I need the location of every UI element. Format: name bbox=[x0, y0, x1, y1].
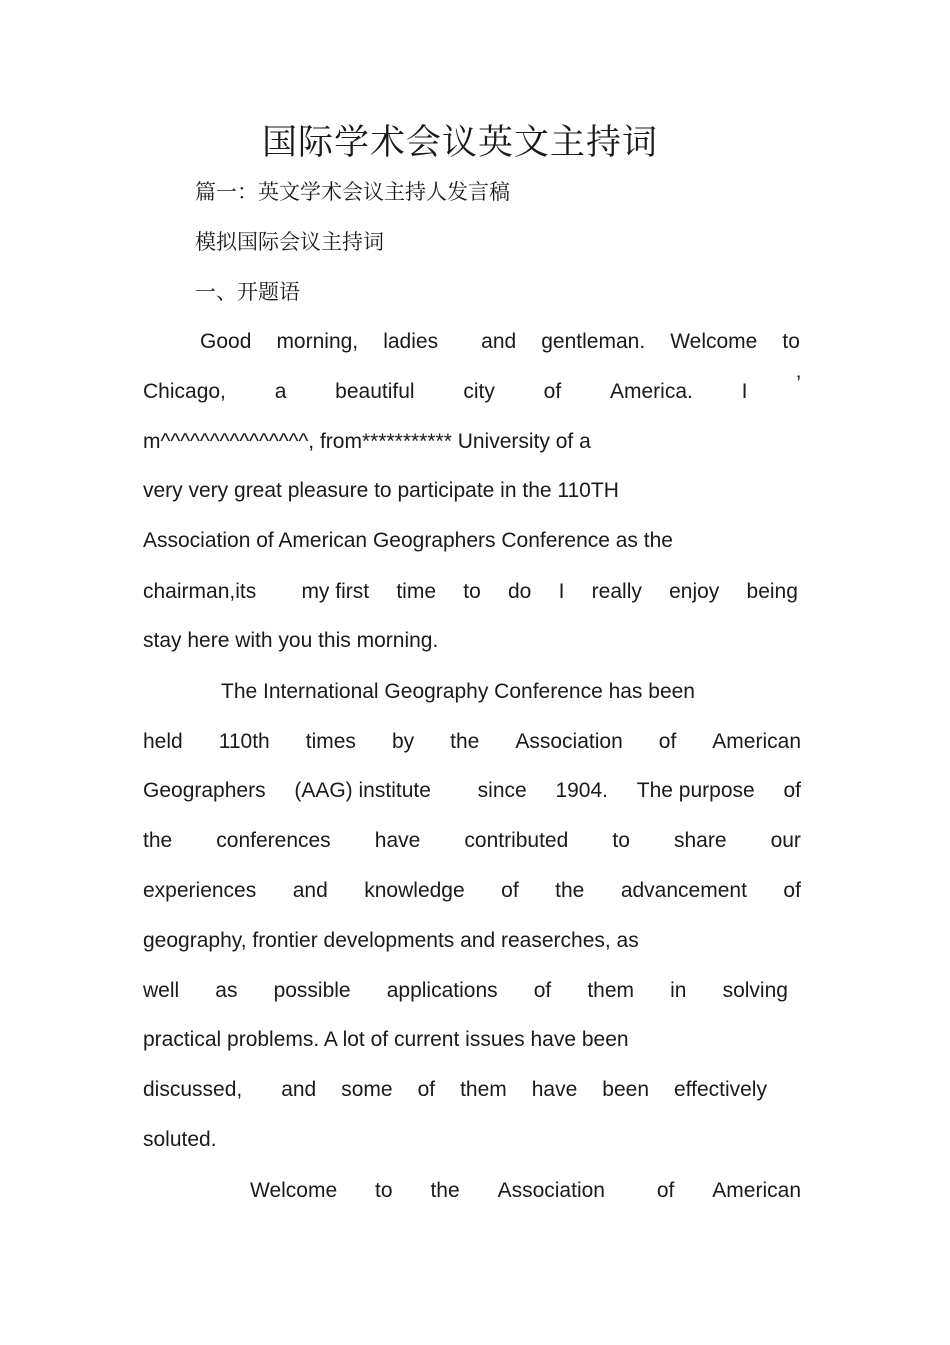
paragraph-1-line-2 bbox=[143, 372, 801, 407]
word: of bbox=[543, 380, 562, 403]
word: our bbox=[770, 829, 801, 852]
word: Association bbox=[515, 730, 623, 753]
word: enjoy bbox=[669, 580, 720, 603]
word: experiences bbox=[143, 879, 257, 902]
word: Welcome bbox=[670, 330, 758, 353]
word: American bbox=[712, 730, 801, 753]
paragraph-2-line-7 bbox=[143, 976, 788, 1006]
word: of bbox=[417, 1078, 436, 1101]
word: discussed, bbox=[143, 1078, 243, 1101]
paragraph-1-line-1 bbox=[200, 327, 800, 357]
word: Welcome bbox=[250, 1179, 338, 1202]
word: to bbox=[612, 829, 630, 852]
word: American bbox=[712, 1179, 801, 1202]
word: being bbox=[746, 580, 798, 603]
word: and bbox=[281, 1078, 317, 1101]
word: my first bbox=[301, 580, 370, 603]
word: The purpose bbox=[636, 779, 755, 802]
subtitle-speech-draft: 篇一：英文学术会议主持人发言稿 bbox=[195, 180, 510, 204]
paragraph-3-line-1 bbox=[250, 1176, 801, 1206]
word: well bbox=[143, 979, 180, 1002]
word: of bbox=[783, 779, 801, 802]
word: 110th bbox=[218, 730, 270, 753]
paragraph-2-line-3 bbox=[143, 776, 801, 806]
word: some bbox=[341, 1078, 393, 1101]
word: really bbox=[591, 580, 642, 603]
word: Association bbox=[497, 1179, 605, 1202]
word: I bbox=[558, 580, 565, 603]
word: have bbox=[374, 829, 421, 852]
paragraph-2-line-8: practical problems. A lot of current issues have been bbox=[143, 1028, 629, 1051]
paragraph-2-line-1: The International Geography Conference has been bbox=[221, 680, 695, 703]
word: of bbox=[656, 1179, 675, 1202]
word: held bbox=[143, 730, 183, 753]
word: solving bbox=[722, 979, 788, 1002]
word: Chicago, bbox=[143, 380, 226, 403]
word: by bbox=[391, 730, 415, 753]
paragraph-2-line-6: geography, frontier developments and reaserches, as bbox=[143, 929, 639, 952]
word: and bbox=[481, 330, 517, 353]
word: do bbox=[508, 580, 532, 603]
word: of bbox=[533, 979, 552, 1002]
paragraph-2-line-10: soluted. bbox=[143, 1128, 217, 1151]
word: a bbox=[274, 380, 287, 403]
paragraph-2-line-9 bbox=[143, 1075, 767, 1105]
paragraph-1-line-4: very very great pleasure to participate in the 110TH bbox=[143, 479, 619, 502]
word: gentleman. bbox=[541, 330, 646, 353]
document-title: 国际学术会议英文主持词 bbox=[261, 123, 658, 163]
word: morning, bbox=[276, 330, 359, 353]
word: the bbox=[143, 829, 173, 852]
word: Geographers bbox=[143, 779, 266, 802]
word: since bbox=[477, 779, 527, 802]
word: and bbox=[292, 879, 328, 902]
word: I bbox=[741, 380, 748, 403]
word: to bbox=[463, 580, 481, 603]
paragraph-1-line-3: m^^^^^^^^^^^^^^^, from*********** University of a bbox=[143, 430, 591, 453]
word: advancement bbox=[620, 879, 747, 902]
paragraph-2-line-5 bbox=[143, 876, 801, 906]
paragraph-1-line-7: stay here with you this morning. bbox=[143, 629, 439, 652]
word: city bbox=[463, 380, 495, 403]
section-heading-opening: 一、开题语 bbox=[195, 280, 300, 304]
word: of bbox=[658, 730, 677, 753]
word: Good bbox=[200, 330, 252, 353]
word: effectively bbox=[673, 1078, 767, 1101]
word: to bbox=[782, 330, 800, 353]
word: applications bbox=[386, 979, 498, 1002]
word: America. bbox=[609, 380, 693, 403]
word: (AAG) institute bbox=[294, 779, 431, 802]
word: 1904. bbox=[555, 779, 609, 802]
word: beautiful bbox=[335, 380, 415, 403]
word: as bbox=[215, 979, 238, 1002]
paragraph-2-line-2 bbox=[143, 727, 801, 757]
word: the bbox=[555, 879, 585, 902]
word: the bbox=[450, 730, 480, 753]
word: time bbox=[396, 580, 437, 603]
word: chairman,its bbox=[143, 580, 257, 603]
word: share bbox=[673, 829, 727, 852]
paragraph-1-line-5: Association of American Geographers Conference as the bbox=[143, 529, 673, 552]
word: have bbox=[531, 1078, 578, 1101]
subtitle-mock-conference: 模拟国际会议主持词 bbox=[195, 230, 384, 254]
word: in bbox=[670, 979, 687, 1002]
word: them bbox=[587, 979, 635, 1002]
word: of bbox=[783, 879, 801, 902]
word: conferences bbox=[216, 829, 331, 852]
word: to bbox=[375, 1179, 393, 1202]
word: been bbox=[602, 1078, 649, 1101]
word: ’ bbox=[796, 372, 801, 395]
paragraph-2-line-4 bbox=[143, 826, 801, 856]
paragraph-1-line-6 bbox=[143, 577, 798, 607]
word: times bbox=[305, 730, 356, 753]
word: the bbox=[430, 1179, 460, 1202]
word: knowledge bbox=[364, 879, 465, 902]
word: possible bbox=[273, 979, 351, 1002]
word: contributed bbox=[464, 829, 569, 852]
word: them bbox=[460, 1078, 507, 1101]
word: of bbox=[501, 879, 519, 902]
word: ladies bbox=[383, 330, 439, 353]
